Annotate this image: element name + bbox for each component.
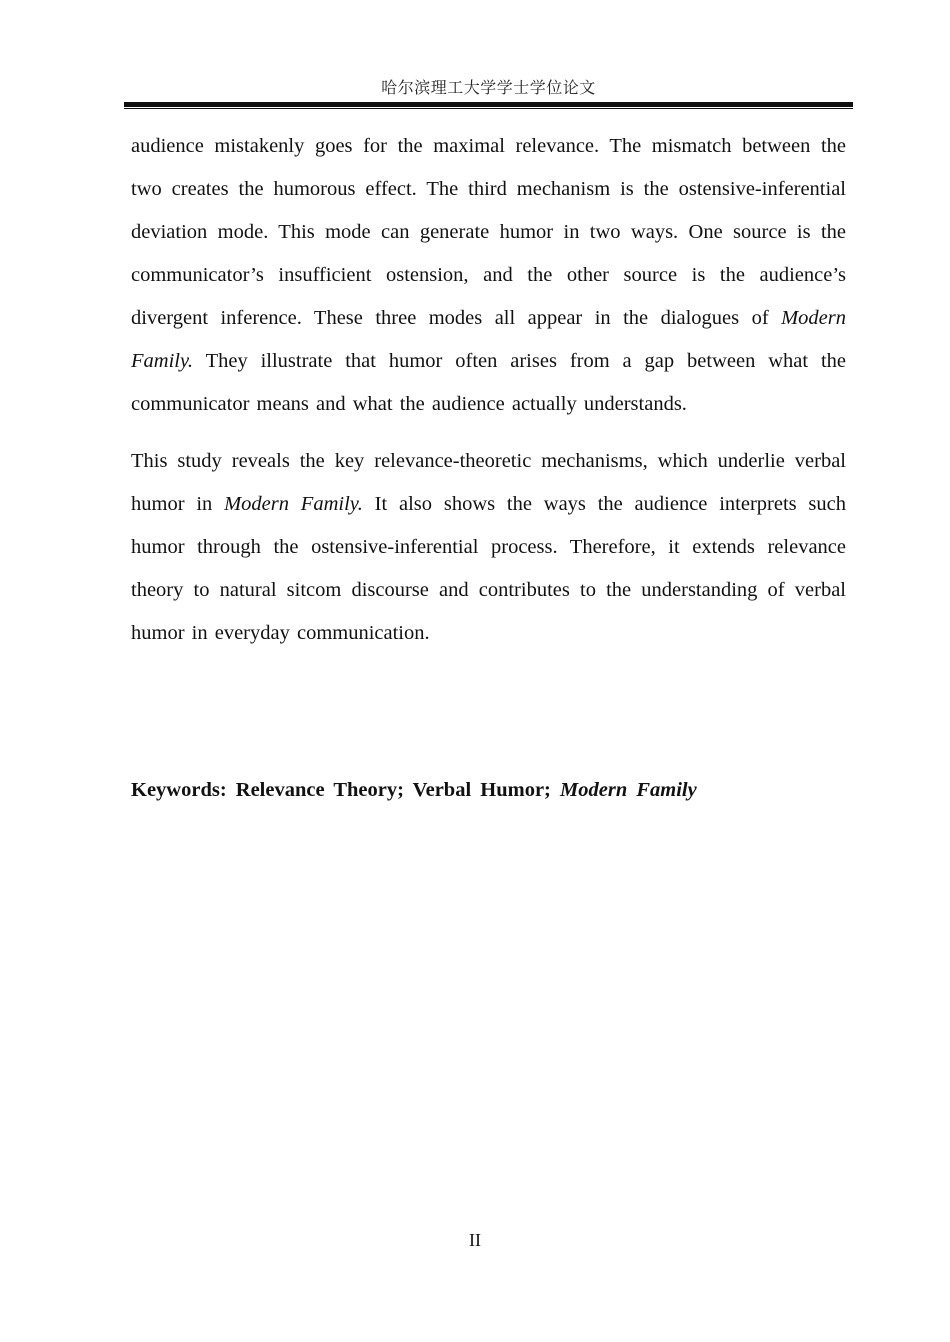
paragraph-1 bbox=[131, 125, 846, 426]
keywords-italic-item: Modern Family bbox=[560, 779, 697, 801]
paragraph-2 bbox=[131, 440, 846, 655]
abstract-body bbox=[131, 125, 846, 655]
running-header: 哈尔滨理工大学学士学位论文 bbox=[381, 80, 596, 97]
keywords-label: Keywords: bbox=[131, 779, 227, 801]
paragraph-2-text-a: This study reveals the key relevance-theoretic mechanisms, which underlie verbal humor in bbox=[131, 450, 846, 515]
paragraph-1-text-b: They illustrate that humor often arises from a gap between what the communicator means and what the audience actually understands. bbox=[131, 350, 846, 415]
paragraph-2-title-italic: Modern Family. bbox=[224, 493, 363, 515]
paragraph-1-text-a: audience mistakenly goes for the maximal relevance. The mismatch between the two creates the humorous effect. The third mechanism is the ostensive-inferential deviation mode. This mode can generate humor in two ways. One source is the communicator’s insufficient ostension, and the other source is the audience’s divergent inference. These three modes all appear in the dialogues of bbox=[131, 135, 846, 329]
paragraph-1-title-italic: Modern Family. bbox=[131, 307, 846, 372]
header-rule-thick bbox=[124, 102, 853, 107]
paragraph-2-text-b: It also shows the ways the audience interprets such humor through the ostensive-inferential process. Therefore, it extends relevance theory to natural sitcom discourse and contributes to the understanding of verbal humor in everyday communication. bbox=[131, 493, 847, 644]
keywords-items: Relevance Theory; Verbal Humor; bbox=[235, 779, 551, 801]
header-rule-thin bbox=[124, 108, 853, 109]
keywords-line bbox=[131, 770, 697, 810]
page-number: II bbox=[469, 1230, 481, 1250]
